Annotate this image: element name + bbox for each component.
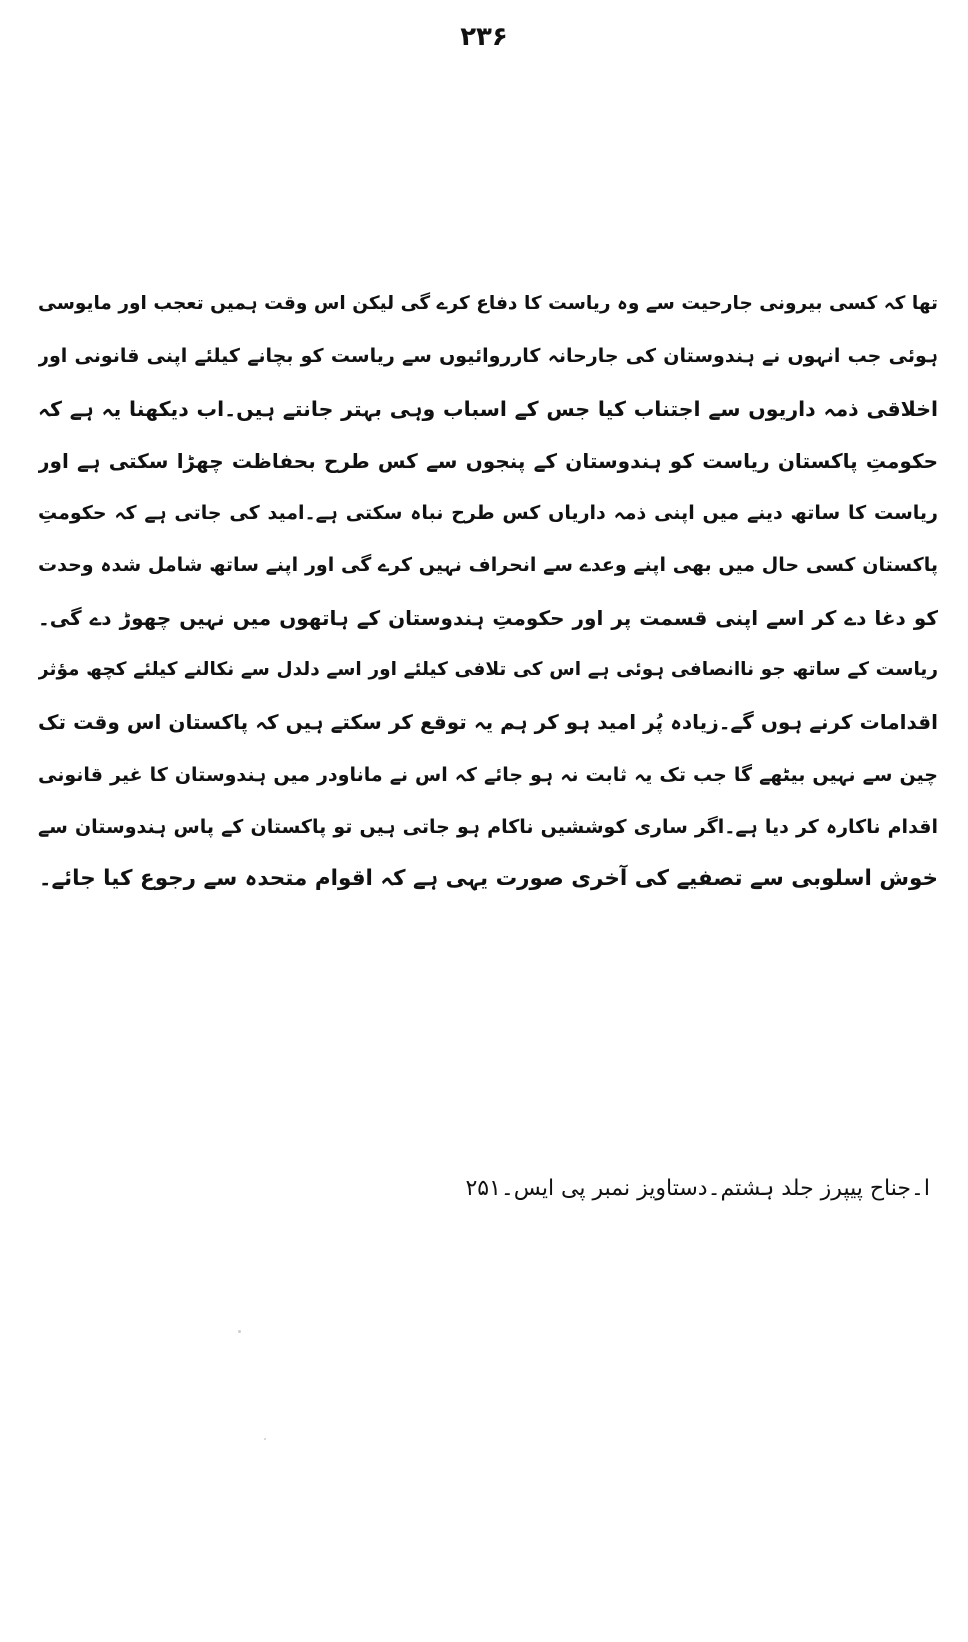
text-line: ہوئی جب انہوں نے ہندوستان کی جارحانہ کارروائیوں سے ریاست کو بچانے کیلئے اپنی قانونی اور <box>38 345 938 368</box>
body-text <box>38 278 938 906</box>
text-line: اقدامات کرنے ہوں گے۔زیادہ پُر امید ہو کر ہم یہ توقع کر سکتے ہیں کہ پاکستان اس وقت تک <box>38 710 938 735</box>
scan-speck <box>264 1438 266 1440</box>
text-line: حکومتِ پاکستان ریاست کو ہندوستان کے پنجوں سے کس طرح بحفاظت چھڑا سکتی ہے اور <box>38 448 938 473</box>
text-line: ریاست کا ساتھ دینے میں اپنی ذمہ داریاں کس طرح نباہ سکتی ہے۔امید کی جاتی ہے کہ حکومتِ <box>38 502 938 525</box>
text-line: چین سے نہیں بیٹھے گا جب تک یہ ثابت نہ ہو جائے کہ اس نے ماناودر میں ہندوستان کا غیر قانونی <box>38 763 938 786</box>
text-line: تھا کہ کسی بیرونی جارحیت سے وہ ریاست کا دفاع کرے گی لیکن اس وقت ہمیں تعجب اور مایوسی <box>38 293 938 314</box>
text-line: کو دغا دے کر اسے اپنی قسمت پر اور حکومتِ ہندوستان کے ہاتھوں میں نہیں چھوڑ دے گی۔ <box>38 605 938 630</box>
page-number: ۲۳۶ <box>460 22 508 52</box>
text-line: ریاست کے ساتھ جو ناانصافی ہوئی ہے اس کی تلافی کیلئے اور اسے دلدل سے نکالنے کیلئے کچھ مؤثر <box>38 659 938 681</box>
text-line: اقدام ناکارہ کر دیا ہے۔اگر ساری کوششیں ناکام ہو جاتی ہیں تو پاکستان کے پاس ہندوستان سے <box>38 815 938 838</box>
text-line: پاکستان کسی حال میں بھی اپنے وعدے سے انحراف نہیں کرے گی اور اپنے ساتھ شامل شدہ وحدت <box>38 554 938 577</box>
text-line: خوش اسلوبی سے تصفیے کی آخری صورت یہی ہے کہ اقوام متحدہ سے رجوع کیا جائے۔ <box>38 866 938 892</box>
footnote: ا۔جناح پیپرز جلد ہشتم۔دستاویز نمبر پی ایس۔۲۵۱ <box>465 1176 930 1201</box>
text-line: اخلاقی ذمہ داریوں سے اجتناب کیا جس کے اسباب وہی بہتر جانتے ہیں۔اب دیکھنا یہ ہے کہ <box>38 396 938 421</box>
scan-speck <box>238 1330 241 1333</box>
